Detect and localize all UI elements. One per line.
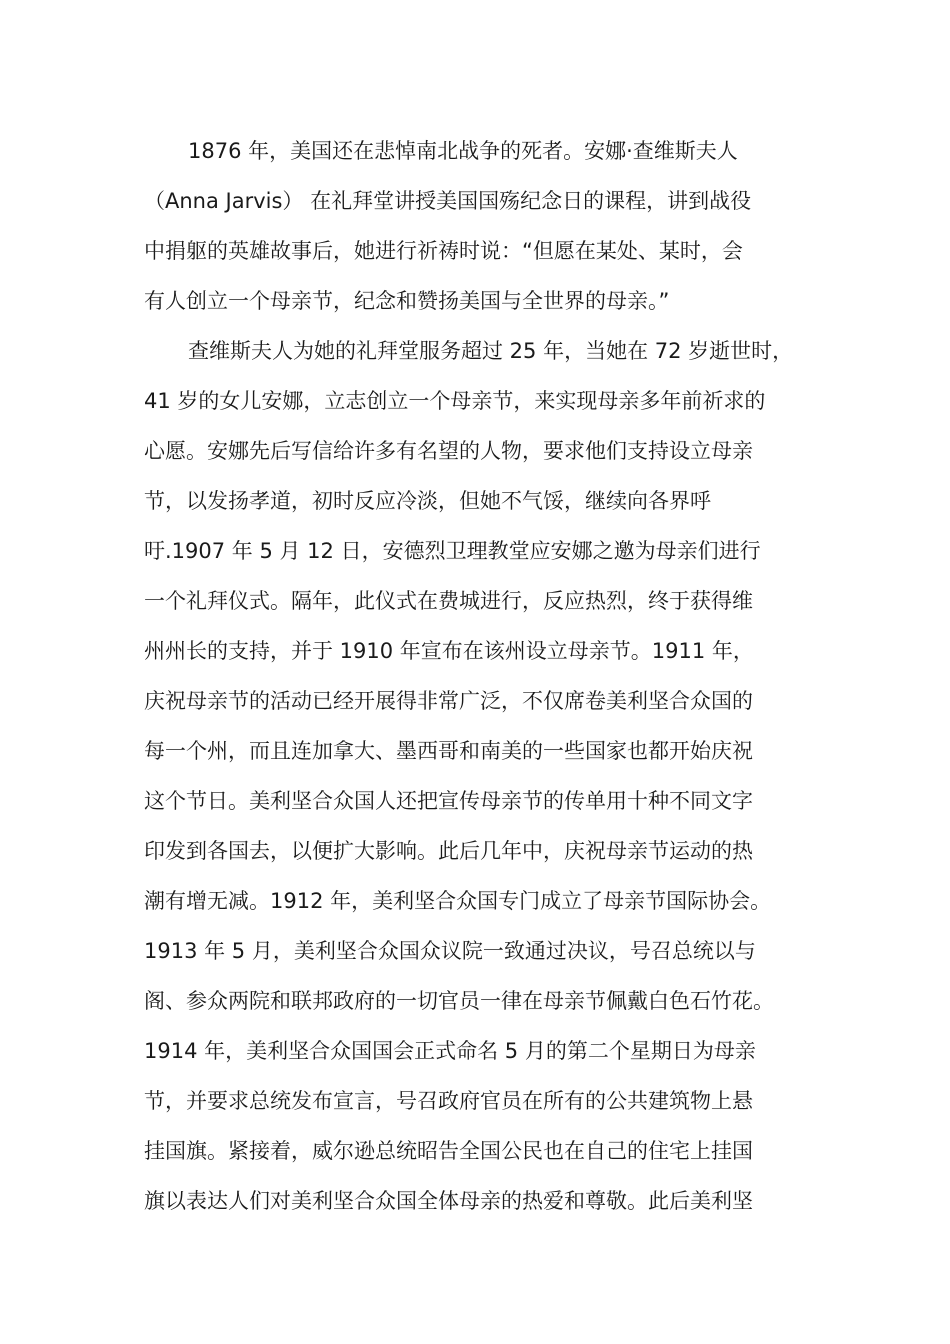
text-line: （Anna Jarvis） 在礼拜堂讲授美国国殇纪念日的课程，讲到战役 [144,189,752,213]
text-line: 印发到各国去，以便扩大影响。此后几年中，庆祝母亲节运动的热 [144,839,753,863]
text-line: 挂国旗。紧接着，威尔逊总统昭告全国公民也在自己的住宅上挂国 [144,1139,753,1163]
text-line: 阁、参众两院和联邦政府的一切官员一律在母亲节佩戴白色石竹花。 [144,989,774,1013]
text-line: 这个节日。美利坚合众国人还把宣传母亲节的传单用十种不同文字 [144,789,753,813]
text-line: 节，以发扬孝道，初时反应冷淡，但她不气馁，继续向各界呼 [144,489,711,513]
text-line: 1914 年，美利坚合众国国会正式命名 5 月的第二个星期日为母亲 [144,1039,756,1063]
body-text [144,126,824,1226]
text-line: 心愿。安娜先后写信给许多有名望的人物，要求他们支持设立母亲 [144,439,753,463]
text-line: 每一个州，而且连加拿大、墨西哥和南美的一些国家也都开始庆祝 [144,739,753,763]
text-line: 中捐躯的英雄故事后，她进行祈祷时说：“但愿在某处、某时，会 [144,239,743,263]
text-line: 州州长的支持，并于 1910 年宣布在该州设立母亲节。1911 年， [144,639,754,663]
text-line: 1913 年 5 月，美利坚合众国众议院一致通过决议，号召总统以与 [144,939,756,963]
text-line: 吁.1907 年 5 月 12 日，安德烈卫理教堂应安娜之邀为母亲们进行 [144,539,761,563]
text-line: 节，并要求总统发布宣言，号召政府官员在所有的公共建筑物上悬 [144,1089,753,1113]
text-line: 有人创立一个母亲节，纪念和赞扬美国与全世界的母亲。” [144,289,670,313]
text-line: 41 岁的女儿安娜，立志创立一个母亲节，来实现母亲多年前祈求的 [144,389,766,413]
text-line: 庆祝母亲节的活动已经开展得非常广泛，不仅席卷美利坚合众国的 [144,689,753,713]
text-line: 旗以表达人们对美利坚合众国全体母亲的热爱和尊敬。此后美利坚 [144,1189,753,1213]
text-line: 查维斯夫人为她的礼拜堂服务超过 25 年，当她在 72 岁逝世时， [188,339,794,363]
text-line: 潮有增无减。1912 年，美利坚合众国专门成立了母亲节国际协会。 [144,889,772,913]
text-line: 1876 年，美国还在悲悼南北战争的死者。安娜·查维斯夫人 [188,139,738,163]
text-line: 一个礼拜仪式。隔年，此仪式在费城进行，反应热烈，终于获得维 [144,589,753,613]
